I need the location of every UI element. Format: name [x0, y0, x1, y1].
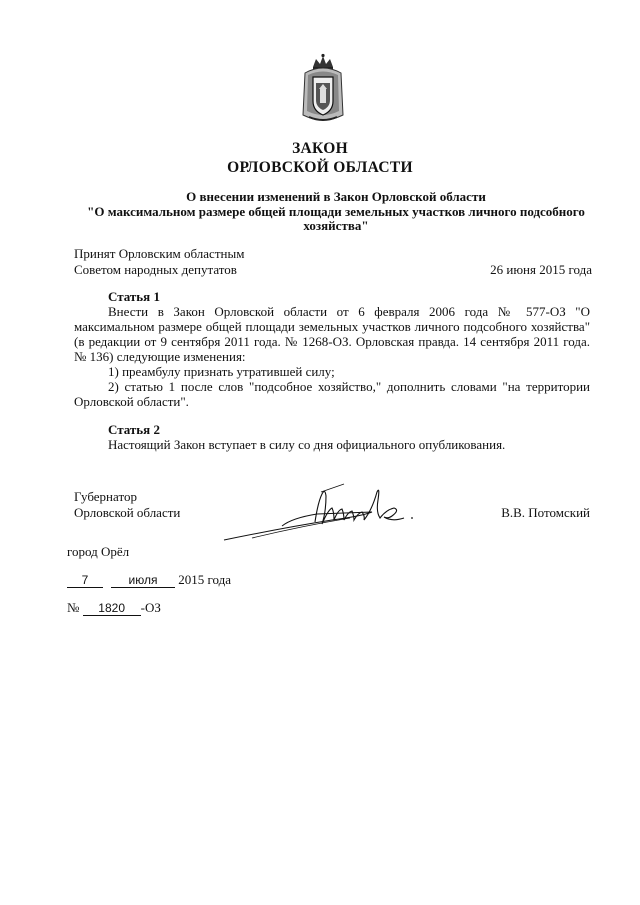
article2-heading: Статья 2 — [108, 422, 160, 437]
governor-title-line1: Губернатор — [74, 489, 137, 504]
law-number-suffix: -ОЗ — [140, 600, 161, 615]
law-title: ЗАКОН — [292, 140, 348, 157]
signing-day: 7 — [67, 574, 103, 588]
article1-heading: Статья 1 — [108, 289, 160, 304]
signing-month: июля — [111, 574, 175, 588]
handwritten-signature-icon — [222, 482, 422, 544]
governor-name: В.В. Потомский — [501, 505, 590, 520]
signing-date — [67, 572, 231, 588]
signing-year: 2015 года — [178, 572, 232, 587]
article1-text — [74, 304, 590, 364]
article2-text: Настоящий Закон вступает в силу со дня официального опубликования. — [108, 437, 506, 452]
region-title: ОРЛОВСКОЙ ОБЛАСТИ — [227, 159, 413, 176]
number-sign: № — [67, 600, 80, 615]
adoption-date: 26 июня 2015 года — [490, 262, 592, 277]
adoption-line2: Советом народных депутатов — [74, 262, 237, 277]
article1-item2-block — [74, 379, 590, 409]
governor-title-line2: Орловской области — [74, 505, 181, 520]
law-subtitle-line2: "О максимальном размере общей площади земельных участков личного подсобного — [87, 204, 585, 219]
law-number-value: 1820 — [83, 602, 141, 616]
article1-item1: 1) преамбулу признать утратившей силу; — [108, 364, 335, 379]
law-number — [67, 600, 161, 616]
law-subtitle-line3: хозяйства" — [303, 218, 369, 233]
adoption-line1: Принят Орловским областным — [74, 246, 245, 261]
law-subtitle-line1: О внесении изменений в Закон Орловской области — [186, 189, 486, 204]
city-of-signing: город Орёл — [67, 544, 130, 559]
article1-item2: 2) статью 1 после слов "подсобное хозяйство," дополнить словами "на территории Орловской области". — [74, 379, 590, 409]
coat-of-arms-emblem-icon — [301, 53, 345, 125]
article1-body: Внести в Закон Орловской области от 6 февраля 2006 года № 577-ОЗ "О максимальном размере общей площади земельных участков личного подсобного хозяйства" (в редакции от 9 сентября 2011 года. № 1268-ОЗ. Орловская правда. 14 сентября 2011 года. № 136) следующие изменения: — [74, 304, 590, 364]
